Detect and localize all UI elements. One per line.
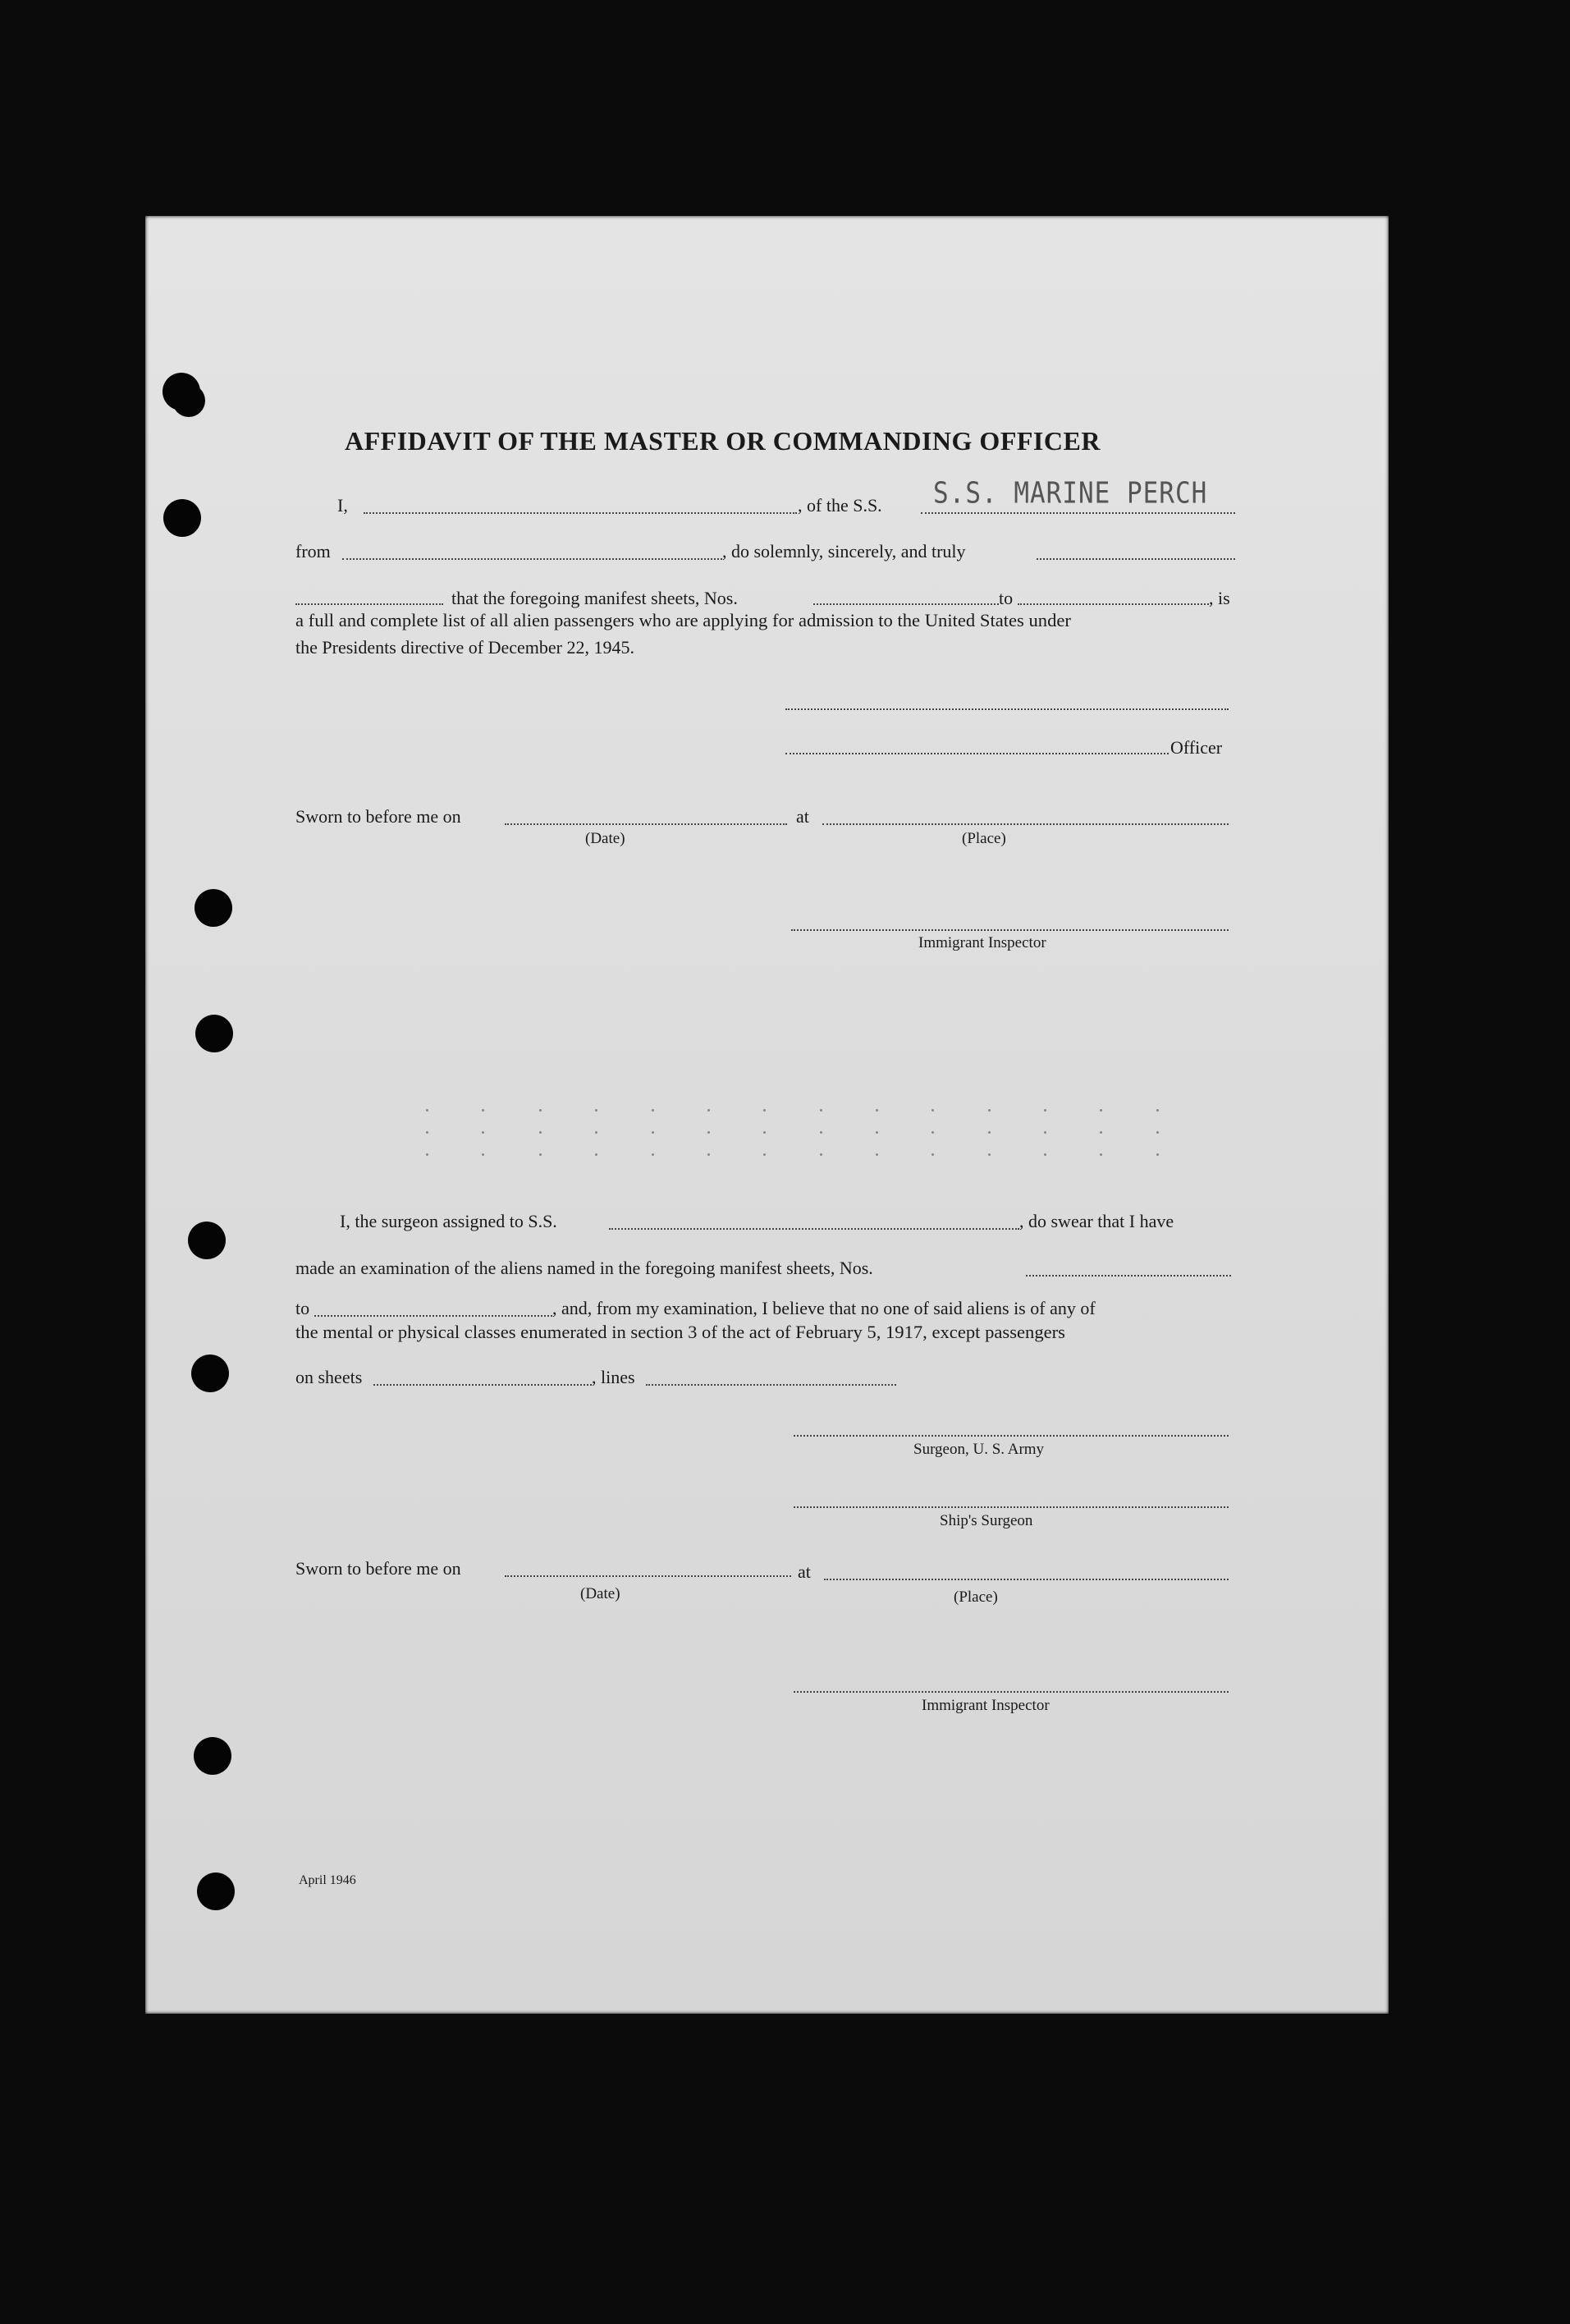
grid-dot bbox=[820, 1153, 822, 1156]
at-label: at bbox=[796, 806, 809, 827]
from-label: from bbox=[295, 541, 331, 562]
grid-dot bbox=[763, 1153, 766, 1156]
grid-dot bbox=[1100, 1153, 1102, 1156]
grid-dot bbox=[820, 1109, 822, 1112]
grid-dot bbox=[1044, 1153, 1046, 1156]
army-surgeon-caption: Surgeon, U. S. Army bbox=[913, 1441, 1045, 1458]
surgeon-ship-line bbox=[609, 1228, 1019, 1230]
grid-dot bbox=[1100, 1131, 1102, 1134]
form-date: April 1946 bbox=[299, 1873, 356, 1887]
inspector-caption: Immigrant Inspector bbox=[918, 934, 1046, 951]
sworn-place-line bbox=[822, 823, 1229, 825]
sworn-label: Sworn to before me on bbox=[295, 806, 461, 827]
grid-dot bbox=[652, 1131, 654, 1134]
punch-hole bbox=[195, 889, 232, 927]
ships-surgeon-line bbox=[794, 1506, 1229, 1508]
grid-dot bbox=[482, 1153, 484, 1156]
grid-dot bbox=[539, 1153, 542, 1156]
nos-to-field-line bbox=[1018, 603, 1209, 605]
is-label: , is bbox=[1209, 588, 1230, 608]
sworn-date-line bbox=[505, 823, 787, 825]
grid-dot bbox=[1100, 1109, 1102, 1112]
date-caption-2: (Date) bbox=[580, 1585, 620, 1602]
grid-dot bbox=[763, 1109, 766, 1112]
name-field-line bbox=[364, 512, 797, 514]
grid-dot bbox=[595, 1153, 597, 1156]
grid-dot bbox=[931, 1131, 934, 1134]
inspector-line-2 bbox=[794, 1691, 1229, 1693]
paragraph-line-1: a full and complete list of all alien passengers who are applying for admission to the United States under bbox=[295, 610, 1071, 630]
place-caption-2: (Place) bbox=[954, 1588, 998, 1606]
grid-dot bbox=[876, 1153, 878, 1156]
lines-label: , lines bbox=[592, 1367, 635, 1387]
grid-dot bbox=[1044, 1109, 1046, 1112]
affidavit-title: AFFIDAVIT OF THE MASTER OR COMMANDING OFFICER bbox=[345, 426, 1101, 456]
grid-dot bbox=[763, 1131, 766, 1134]
truly-field-line bbox=[1037, 558, 1235, 560]
at-label-2: at bbox=[798, 1561, 811, 1582]
grid-dot bbox=[988, 1131, 991, 1134]
grid-dot bbox=[482, 1109, 484, 1112]
ships-surgeon-caption: Ship's Surgeon bbox=[940, 1512, 1033, 1529]
grid-dot bbox=[931, 1153, 934, 1156]
grid-dot bbox=[482, 1131, 484, 1134]
punch-hole bbox=[191, 1355, 229, 1392]
inspector-caption-2: Immigrant Inspector bbox=[922, 1697, 1050, 1714]
army-surgeon-line bbox=[794, 1435, 1229, 1437]
grid-dot bbox=[426, 1153, 428, 1156]
punch-hole bbox=[188, 1222, 226, 1259]
belief-text: , and, from my examination, I believe that no one of said aliens is of any of bbox=[552, 1298, 1096, 1318]
punch-hole bbox=[163, 499, 201, 537]
grid-dot bbox=[707, 1131, 710, 1134]
sworn-date-line-2 bbox=[505, 1575, 791, 1577]
of-the-ss-label: , of the S.S. bbox=[798, 495, 882, 516]
ship-name-stamp: S.S. MARINE PERCH bbox=[933, 476, 1208, 511]
inspector-line bbox=[791, 929, 1229, 931]
form-page bbox=[145, 216, 1389, 2014]
lines-line bbox=[646, 1384, 896, 1386]
solemnly-label: , do solemnly, sincerely, and truly bbox=[722, 541, 966, 562]
from-field-line bbox=[342, 558, 722, 560]
grid-dot bbox=[595, 1109, 597, 1112]
exam-text: made an examination of the aliens named in the foregoing manifest sheets, Nos. bbox=[295, 1258, 873, 1278]
officer-label: Officer bbox=[1170, 737, 1223, 758]
surgeon-intro: I, the surgeon assigned to S.S. bbox=[340, 1211, 557, 1231]
grid-dot bbox=[876, 1109, 878, 1112]
grid-dot bbox=[988, 1153, 991, 1156]
officer-line bbox=[785, 753, 1169, 754]
grid-dot bbox=[426, 1109, 428, 1112]
exam-to-line bbox=[314, 1315, 552, 1317]
to-label: to bbox=[999, 588, 1014, 608]
grid-dot bbox=[820, 1131, 822, 1134]
manifest-text: that the foregoing manifest sheets, Nos. bbox=[451, 588, 738, 608]
swear-text: , do swear that I have bbox=[1019, 1211, 1174, 1231]
date-caption: (Date) bbox=[585, 830, 625, 847]
grid-dot bbox=[539, 1131, 542, 1134]
i-label: I, bbox=[337, 495, 348, 516]
punch-hole bbox=[172, 384, 205, 417]
grid-dot bbox=[707, 1153, 710, 1156]
sheets-line bbox=[373, 1384, 592, 1386]
grid-dot bbox=[1156, 1109, 1159, 1112]
oath-field-line bbox=[295, 603, 443, 605]
grid-dot bbox=[595, 1131, 597, 1134]
signature-line bbox=[785, 708, 1229, 710]
grid-dot bbox=[652, 1109, 654, 1112]
grid-dot bbox=[1156, 1131, 1159, 1134]
grid-dot bbox=[426, 1131, 428, 1134]
to-label-2: to bbox=[295, 1298, 310, 1318]
grid-dot bbox=[652, 1153, 654, 1156]
grid-dot bbox=[931, 1109, 934, 1112]
classes-text: the mental or physical classes enumerated in section 3 of the act of February 5, 1917, except passengers bbox=[295, 1322, 1065, 1342]
grid-dot bbox=[707, 1109, 710, 1112]
sheets-label: on sheets bbox=[295, 1367, 363, 1387]
ship-field-line bbox=[921, 512, 1235, 514]
sworn-label-2: Sworn to before me on bbox=[295, 1558, 461, 1579]
punch-hole bbox=[197, 1872, 235, 1910]
grid-dot bbox=[876, 1131, 878, 1134]
nos-from-field-line bbox=[813, 603, 999, 605]
grid-dot bbox=[539, 1109, 542, 1112]
grid-dot bbox=[988, 1109, 991, 1112]
grid-dot bbox=[1044, 1131, 1046, 1134]
punch-hole bbox=[195, 1015, 233, 1052]
exam-nos-line bbox=[1026, 1275, 1231, 1277]
place-caption: (Place) bbox=[962, 830, 1006, 847]
paragraph-line-2: the Presidents directive of December 22, 1945. bbox=[295, 637, 634, 658]
punch-hole bbox=[194, 1737, 231, 1775]
grid-dot bbox=[1156, 1153, 1159, 1156]
sworn-place-line-2 bbox=[824, 1579, 1229, 1580]
